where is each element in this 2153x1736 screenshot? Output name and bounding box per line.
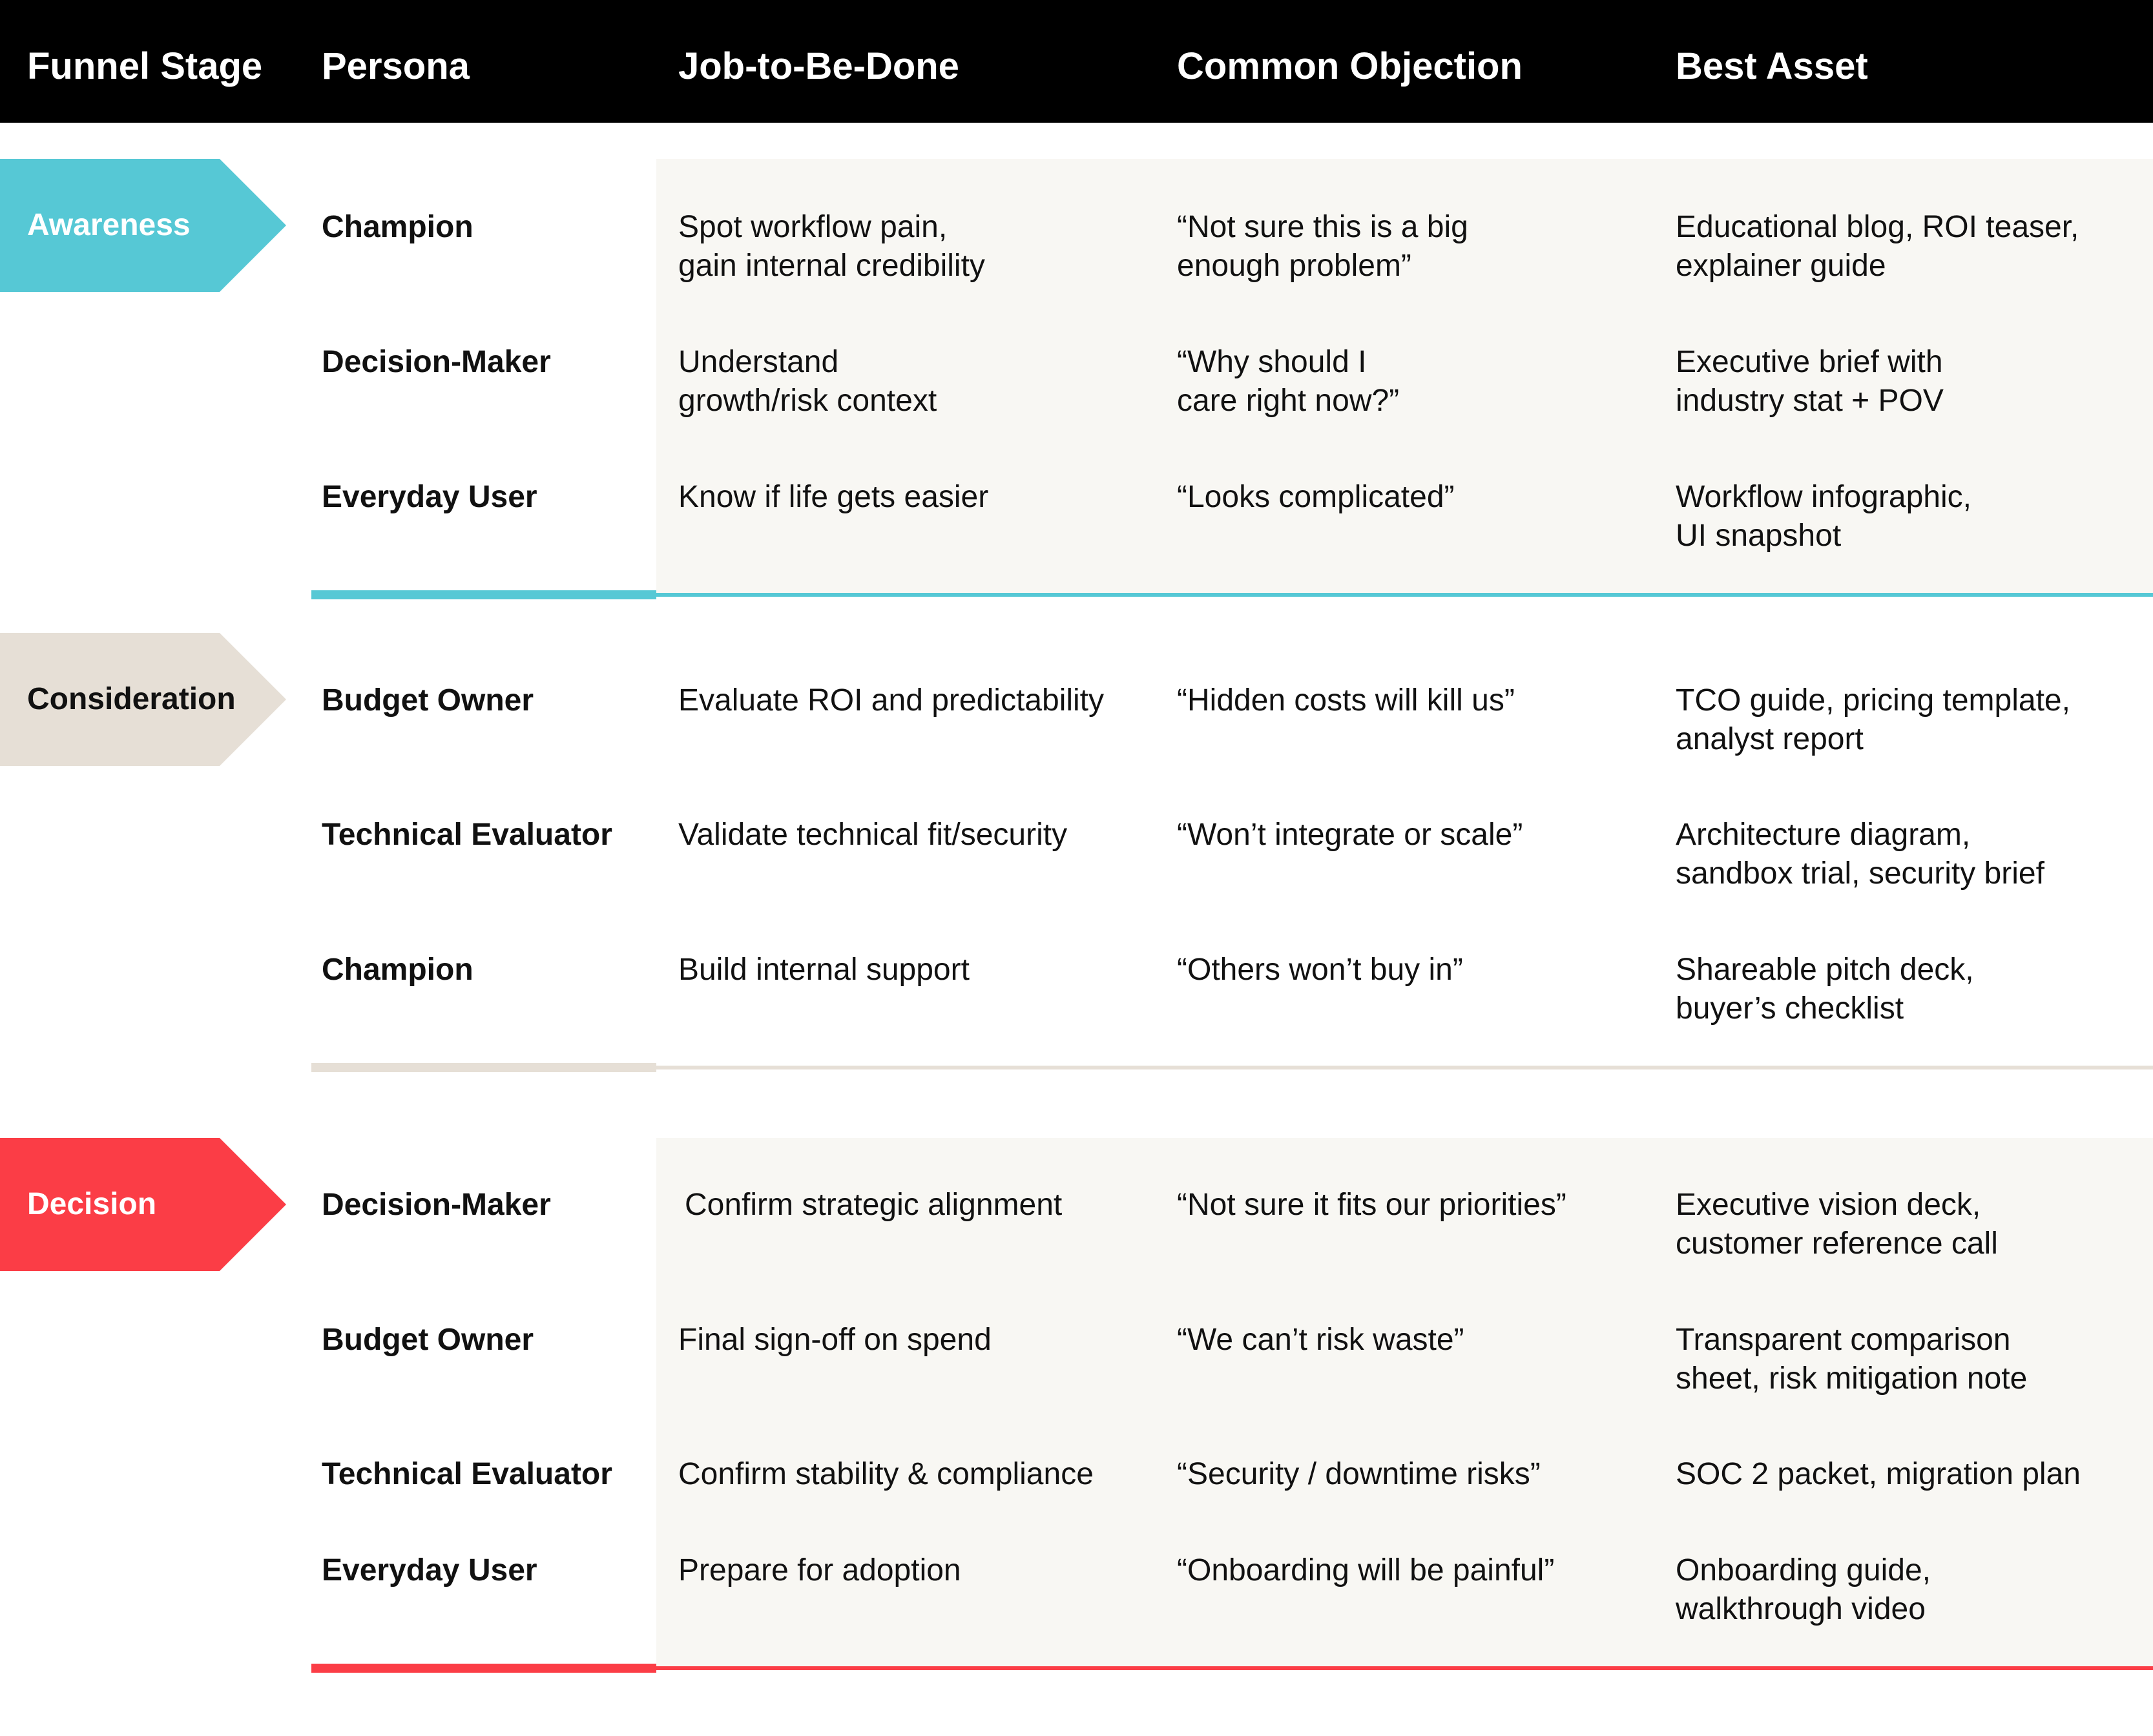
objection-cell: “Onboarding will be painful”: [1177, 1553, 1555, 1587]
decision-divider-thick: [311, 1664, 656, 1673]
objection-cell: “Not sure it fits our priorities”: [1177, 1188, 1566, 1222]
asset-cell: Executive brief with industry stat + POV: [1676, 345, 1944, 418]
job-cell: Understand growth/risk context: [678, 345, 937, 418]
stage-label-decision: Decision: [27, 1187, 157, 1221]
awareness-divider: [656, 593, 2153, 597]
asset-cell: Executive vision deck, customer reference call: [1676, 1188, 1998, 1261]
job-cell: Evaluate ROI and predictability: [678, 683, 1105, 718]
job-cell: Validate technical fit/security: [678, 818, 1068, 852]
asset-cell: Architecture diagram, sandbox trial, security brief: [1676, 818, 2044, 891]
header-job-to-be-done: Job-to-Be-Done: [678, 45, 959, 87]
consideration-divider: [656, 1066, 2153, 1070]
objection-cell: “Not sure this is a big enough problem”: [1177, 210, 1468, 283]
stage-decision: [0, 1138, 286, 1271]
asset-cell: SOC 2 packet, migration plan: [1676, 1457, 2081, 1491]
objection-cell: “Looks complicated”: [1177, 480, 1455, 514]
objection-cell: “Security / downtime risks”: [1177, 1457, 1541, 1491]
job-cell: Confirm stability & compliance: [678, 1457, 1094, 1491]
asset-cell: Educational blog, ROI teaser, explainer guide: [1676, 210, 2079, 283]
persona-cell: Decision-Maker: [322, 1188, 551, 1222]
job-cell: Know if life gets easier: [678, 480, 989, 514]
stage-label-awareness: Awareness: [27, 208, 191, 242]
objection-cell: “Why should I care right now?”: [1177, 345, 1400, 418]
asset-cell: Transparent comparison sheet, risk mitigation note: [1676, 1323, 2028, 1396]
job-cell: Spot workflow pain, gain internal credibility: [678, 210, 985, 283]
asset-cell: Onboarding guide, walkthrough video: [1676, 1553, 1931, 1626]
persona-cell: Everyday User: [322, 1553, 537, 1587]
job-cell: Build internal support: [678, 953, 970, 987]
persona-cell: Champion: [322, 210, 473, 244]
objection-cell: “We can’t risk waste”: [1177, 1323, 1464, 1357]
persona-cell: Budget Owner: [322, 1323, 534, 1357]
header-persona: Persona: [322, 45, 470, 87]
awareness-divider-thick: [311, 590, 656, 599]
asset-cell: Workflow infographic, UI snapshot: [1676, 480, 1971, 553]
persona-cell: Technical Evaluator: [322, 818, 612, 852]
asset-cell: TCO guide, pricing template, analyst report: [1676, 683, 2070, 756]
decision-divider: [656, 1666, 2153, 1670]
consideration-divider-thick: [311, 1063, 656, 1072]
table-header: [0, 0, 2153, 123]
stage-consideration: [0, 633, 286, 766]
objection-cell: “Hidden costs will kill us”: [1177, 683, 1515, 718]
header-funnel-stage: Funnel Stage: [27, 45, 263, 87]
stage-awareness: [0, 159, 286, 292]
asset-cell: Shareable pitch deck, buyer’s checklist: [1676, 953, 1974, 1026]
job-cell: Final sign-off on spend: [678, 1323, 992, 1357]
job-cell: Confirm strategic alignment: [685, 1188, 1063, 1222]
persona-cell: Everyday User: [322, 480, 537, 514]
header-common-objection: Common Objection: [1177, 45, 1523, 87]
persona-cell: Champion: [322, 953, 473, 987]
stage-label-consideration: Consideration: [27, 682, 236, 716]
persona-cell: Budget Owner: [322, 683, 534, 718]
persona-cell: Technical Evaluator: [322, 1457, 612, 1491]
job-cell: Prepare for adoption: [678, 1553, 961, 1587]
header-best-asset: Best Asset: [1676, 45, 1868, 87]
objection-cell: “Won’t integrate or scale”: [1177, 818, 1523, 852]
objection-cell: “Others won’t buy in”: [1177, 953, 1463, 987]
persona-cell: Decision-Maker: [322, 345, 551, 379]
